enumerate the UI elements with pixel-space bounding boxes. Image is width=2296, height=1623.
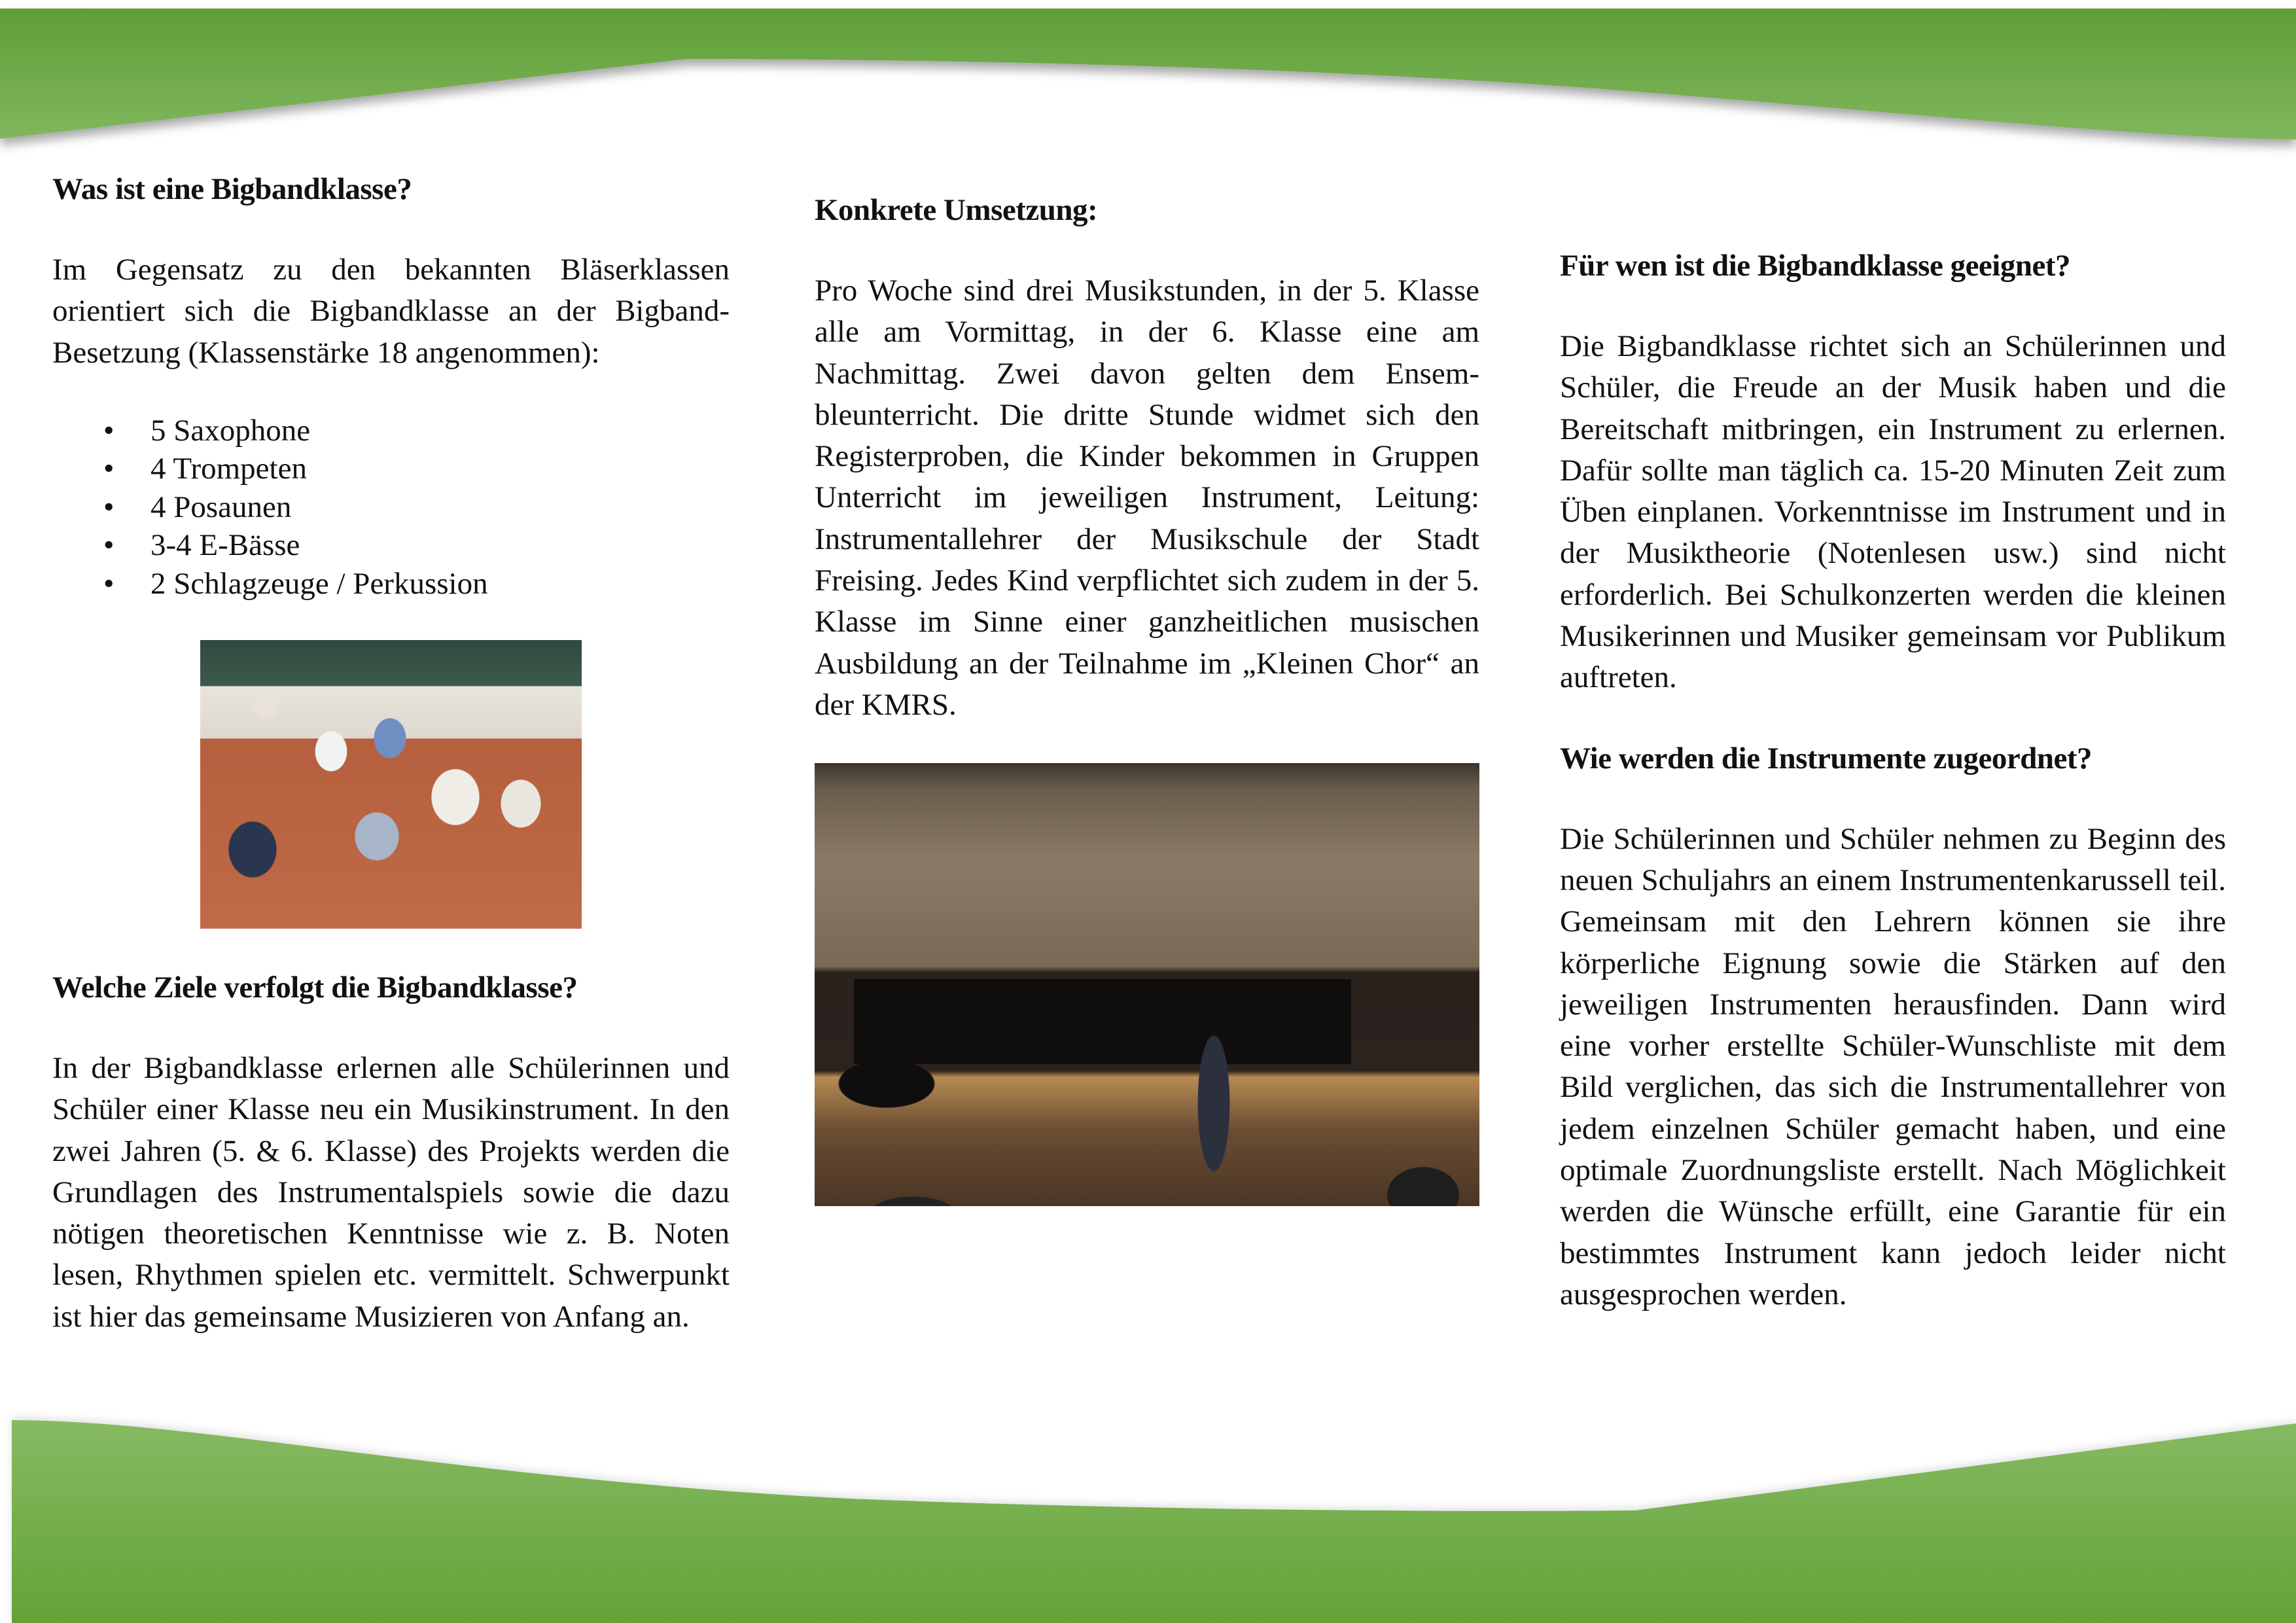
zuordnung-paragraph: Die Schülerinnen und Schüler nehmen zu Beginn des neuen Schuljahrs an einem Instrumentenkarussell teil. Gemeinsam mit den Lehrern können sie ihre körperliche Eignung sowie die Stärken auf den jeweiligen Instrumenten herausfinden. Dann wird eine vorher erstellte Schüler-Wunschliste mit dem Bild verglichen, das sich die Instrumentallehrer von jedem einzelnen Schüler gemacht haben, und eine optimale Zuordnungsliste erstellt. Nach Möglichkeit werden die Wünsche erfüllt, eine Garantie für ein bestimmtes Instrument kann jedoch leider nicht ausgesprochen werden. xyxy=(1560,821,2226,1311)
fuer-wen-paragraph: Die Bigbandklasse richtet sich an Schülerinnen und Schüler, die Freude an der Musik haben und die Bereitschaft mitbringen, ein Instrument zu erlernen. Dafür sollte man täglich ca. 15-20 Minuten Zeit zum Üben einplanen. Vorkenntnisse im Instrument und in der Musiktheorie (Notenlesen usw.) sind nicht erforderlich. Bei Schulkonzerten werden die kleinen Musikerinnen und Musiker gemeinsam vor Publikum auftreten. xyxy=(1560,329,2226,695)
concert-photo xyxy=(815,763,1479,1206)
top-wave-banner xyxy=(0,0,2296,170)
ziele-paragraph: In der Bigbandklasse erlernen alle Schülerinnen und Schüler einer Klasse neu ein Musikinstrument. In den zwei Jahren (5. & 6. Klasse) des Projekts werden die Grundlagen des Instrumentalspiels sowie die dazu nötigen theoretischen Kenntnisse wie z. B. Noten lesen, Rhythmen spielen etc. vermittelt. Schwerpunkt ist hier das gemeinsame Musizieren von Anfang an. xyxy=(52,1051,730,1334)
heading-ziele: Welche Ziele verfolgt die Bigbandklasse? xyxy=(52,971,578,1005)
heading-zuordnung: Wie werden die Instrumente zugeordnet? xyxy=(1560,741,2092,776)
list-item: • 2 Schlagzeuge / Perkussion xyxy=(103,565,730,603)
column-left xyxy=(52,169,730,603)
list-item: • 3-4 E-Bässe xyxy=(103,526,730,565)
list-item: • 4 Trompeten xyxy=(103,450,730,488)
list-item: • 5 Saxophone xyxy=(103,412,730,450)
list-item: • 4 Posaunen xyxy=(103,488,730,527)
column-right xyxy=(1560,245,2226,1315)
instrument-list xyxy=(52,412,730,603)
bottom-wave-banner xyxy=(0,1387,2296,1623)
rehearsal-photo xyxy=(200,640,582,929)
intro-paragraph: Im Gegensatz zu den bekannten Bläserklassen orientiert sich die Bigbandklasse an der Bigband-Besetzung (Klassenstärke 18 angenommen): xyxy=(52,253,730,370)
heading-umsetzung: Konkrete Umsetzung: xyxy=(815,193,1098,227)
column-middle xyxy=(815,190,1479,726)
column-left-lower xyxy=(52,967,730,1338)
heading-fuer-wen: Für wen ist die Bigbandklasse geeignet? xyxy=(1560,249,2071,283)
heading-was-ist: Was ist eine Bigbandklasse? xyxy=(52,172,412,206)
umsetzung-paragraph: Pro Woche sind drei Musikstunden, in der 5. Klasse alle am Vormittag, in der 6. Klasse eine am Nachmittag. Zwei davon gelten dem Ensembleunterricht. Die dritte Stunde widmet sich den Registerproben, die Kinder bekommen in Gruppen Unterricht im jeweiligen Instrument, Leitung: Instrumentallehrer der Musikschule der Stadt Freising. Jedes Kind verpflichtet sich zudem in der 5. Klasse im Sinne einer ganzheitlichen musischen Ausbildung an der Teilnahme im „Kleinen Chor“ an der KMRS. xyxy=(815,274,1479,722)
